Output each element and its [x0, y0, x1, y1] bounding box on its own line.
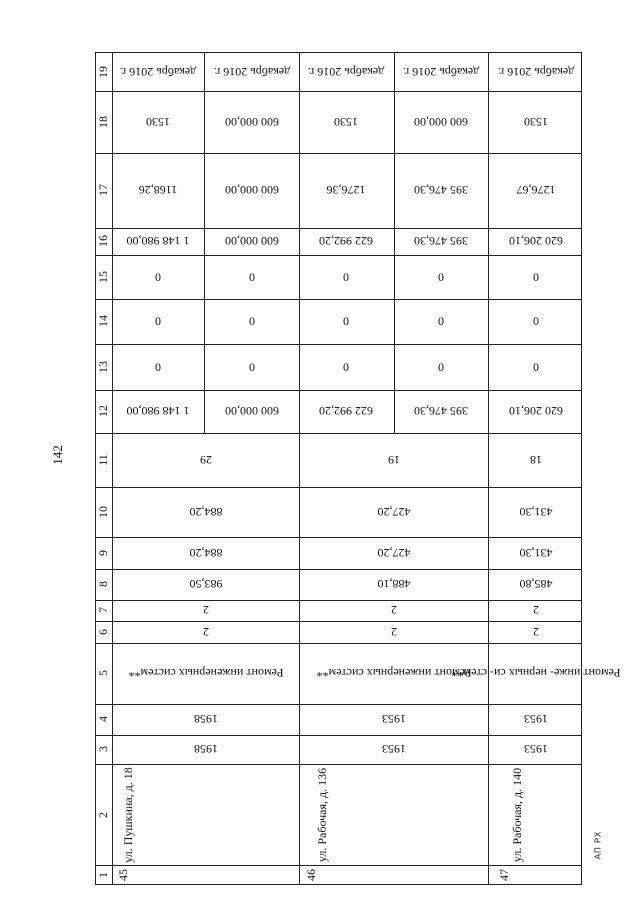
col-num: 10 — [96, 506, 110, 518]
area-cell: 983,50 — [189, 577, 223, 591]
cost-cell: 0 — [155, 360, 161, 374]
cost-cell: 1530 — [146, 115, 170, 129]
col-num: 19 — [96, 66, 110, 78]
area-cell: 884,20 — [189, 505, 223, 519]
col-sep — [96, 865, 581, 866]
cost-cell: 0 — [155, 270, 161, 284]
col-sep — [96, 621, 581, 622]
cost-cell: 1 148 980,00 — [126, 404, 190, 418]
cost-cell: 622 992,20 — [319, 404, 373, 418]
row-number: 45 — [116, 869, 130, 881]
col-sep — [96, 735, 581, 736]
area-cell: 427,20 — [377, 546, 411, 560]
row-sep — [204, 53, 205, 433]
cost-cell: 600 000,00 — [225, 115, 279, 129]
count-cell: 29 — [200, 453, 212, 467]
row-number: 47 — [497, 869, 511, 881]
address-cell: ул. Рабочая, д. 140 — [510, 767, 524, 863]
year-cell: 1953 — [382, 742, 406, 756]
cost-cell: 1276,67 — [516, 183, 556, 197]
cost-cell: 0 — [533, 314, 539, 328]
col-num: 2 — [96, 812, 110, 818]
work-type-cell: Ремонт инже- нерных си- стем** — [451, 666, 621, 680]
schedule-cell: декабрь 2016 г. — [402, 65, 480, 79]
cost-cell: 1276,36 — [326, 183, 366, 197]
row-sep — [394, 53, 395, 433]
cost-cell: 0 — [249, 270, 255, 284]
floors-cell: 2 — [533, 625, 539, 639]
cost-cell: 600 000,00 — [225, 234, 279, 248]
count-cell: 19 — [388, 453, 400, 467]
cost-cell: 1530 — [524, 115, 548, 129]
col-num: 18 — [96, 116, 110, 128]
area-cell: 488,10 — [377, 577, 411, 591]
cost-cell: 0 — [343, 270, 349, 284]
cost-cell: 620 206,10 — [509, 404, 563, 418]
header-band-line — [112, 53, 113, 884]
col-num: 1 — [96, 872, 110, 878]
col-num: 15 — [96, 271, 110, 283]
cost-cell: 0 — [533, 360, 539, 374]
col-sep — [96, 569, 581, 570]
col-sep — [96, 390, 581, 391]
cost-cell: 600 000,00 — [225, 183, 279, 197]
cost-cell: 0 — [533, 270, 539, 284]
floors-cell: 2 — [533, 603, 539, 617]
schedule-cell: декабрь 2016 г. — [307, 65, 385, 79]
cost-cell: 622 992,20 — [319, 234, 373, 248]
floors-cell: 2 — [203, 603, 209, 617]
row-number: 46 — [304, 869, 318, 881]
col-num: 17 — [96, 184, 110, 196]
area-cell: 427,20 — [377, 505, 411, 519]
col-sep — [96, 255, 581, 256]
cost-cell: 600 000,00 — [225, 404, 279, 418]
work-type-cell: Ремонт инженерных систем** — [128, 666, 284, 680]
col-sep — [96, 344, 581, 345]
col-sep — [96, 91, 581, 92]
cost-cell: 0 — [438, 360, 444, 374]
page-number: 142 — [50, 445, 65, 465]
col-num: 4 — [96, 716, 110, 722]
col-sep — [96, 228, 581, 229]
schedule-cell: декабрь 2016 г. — [497, 65, 575, 79]
area-cell: 485,80 — [519, 577, 553, 591]
area-cell: 431,30 — [519, 505, 553, 519]
col-num: 3 — [96, 746, 110, 752]
col-sep — [96, 299, 581, 300]
schedule-cell: декабрь 2016 г. — [213, 65, 291, 79]
cost-cell: 0 — [249, 360, 255, 374]
schedule-cell: декабрь 2016 г. — [119, 65, 197, 79]
cost-cell: 0 — [155, 314, 161, 328]
year-cell: 1953 — [524, 742, 548, 756]
year-cell: 1958 — [194, 742, 218, 756]
col-sep — [96, 764, 581, 765]
col-sep — [96, 600, 581, 601]
col-sep — [96, 704, 581, 705]
cost-cell: 0 — [438, 270, 444, 284]
area-cell: 431,30 — [519, 546, 553, 560]
col-num: 5 — [96, 670, 110, 676]
col-num: 16 — [96, 235, 110, 247]
col-sep — [96, 537, 581, 538]
col-num: 7 — [96, 607, 110, 613]
col-num: 11 — [96, 454, 110, 466]
cost-cell: 0 — [438, 314, 444, 328]
row-sep — [488, 53, 489, 884]
cost-cell: 0 — [249, 314, 255, 328]
year-cell: 1953 — [382, 712, 406, 726]
cost-cell: 395 476,30 — [414, 183, 468, 197]
cost-cell: 1530 — [334, 115, 358, 129]
col-num: 8 — [96, 581, 110, 587]
cost-cell: 620 206,10 — [509, 234, 563, 248]
work-type-cell: Ремонт инженерных систем** — [316, 666, 472, 680]
floors-cell: 2 — [203, 625, 209, 639]
year-cell: 1958 — [194, 712, 218, 726]
cost-cell: 0 — [343, 314, 349, 328]
col-num: 12 — [96, 405, 110, 417]
cost-cell: 600 000,00 — [414, 115, 468, 129]
count-cell: 18 — [530, 453, 542, 467]
col-num: 13 — [96, 361, 110, 373]
row-sep — [299, 53, 300, 884]
cost-cell: 0 — [343, 360, 349, 374]
address-cell: ул. Рабочая, д. 136 — [315, 767, 329, 863]
floors-cell: 2 — [391, 625, 397, 639]
col-sep — [96, 153, 581, 154]
address-cell: ул. Пушкина, д. 18 — [121, 767, 135, 863]
cost-cell: 395 476,30 — [414, 234, 468, 248]
floors-cell: 2 — [391, 603, 397, 617]
col-sep — [96, 487, 581, 488]
cost-cell: 395 476,30 — [414, 404, 468, 418]
col-num: 6 — [96, 629, 110, 635]
col-sep — [96, 643, 581, 644]
col-num: 14 — [96, 315, 110, 327]
footer-mark: АП РХ — [593, 830, 603, 860]
cost-cell: 1 148 980,00 — [126, 234, 190, 248]
col-num: 9 — [96, 550, 110, 556]
year-cell: 1953 — [524, 712, 548, 726]
cost-cell: 1168,26 — [138, 183, 178, 197]
area-cell: 884,20 — [189, 546, 223, 560]
col-sep — [96, 433, 581, 434]
